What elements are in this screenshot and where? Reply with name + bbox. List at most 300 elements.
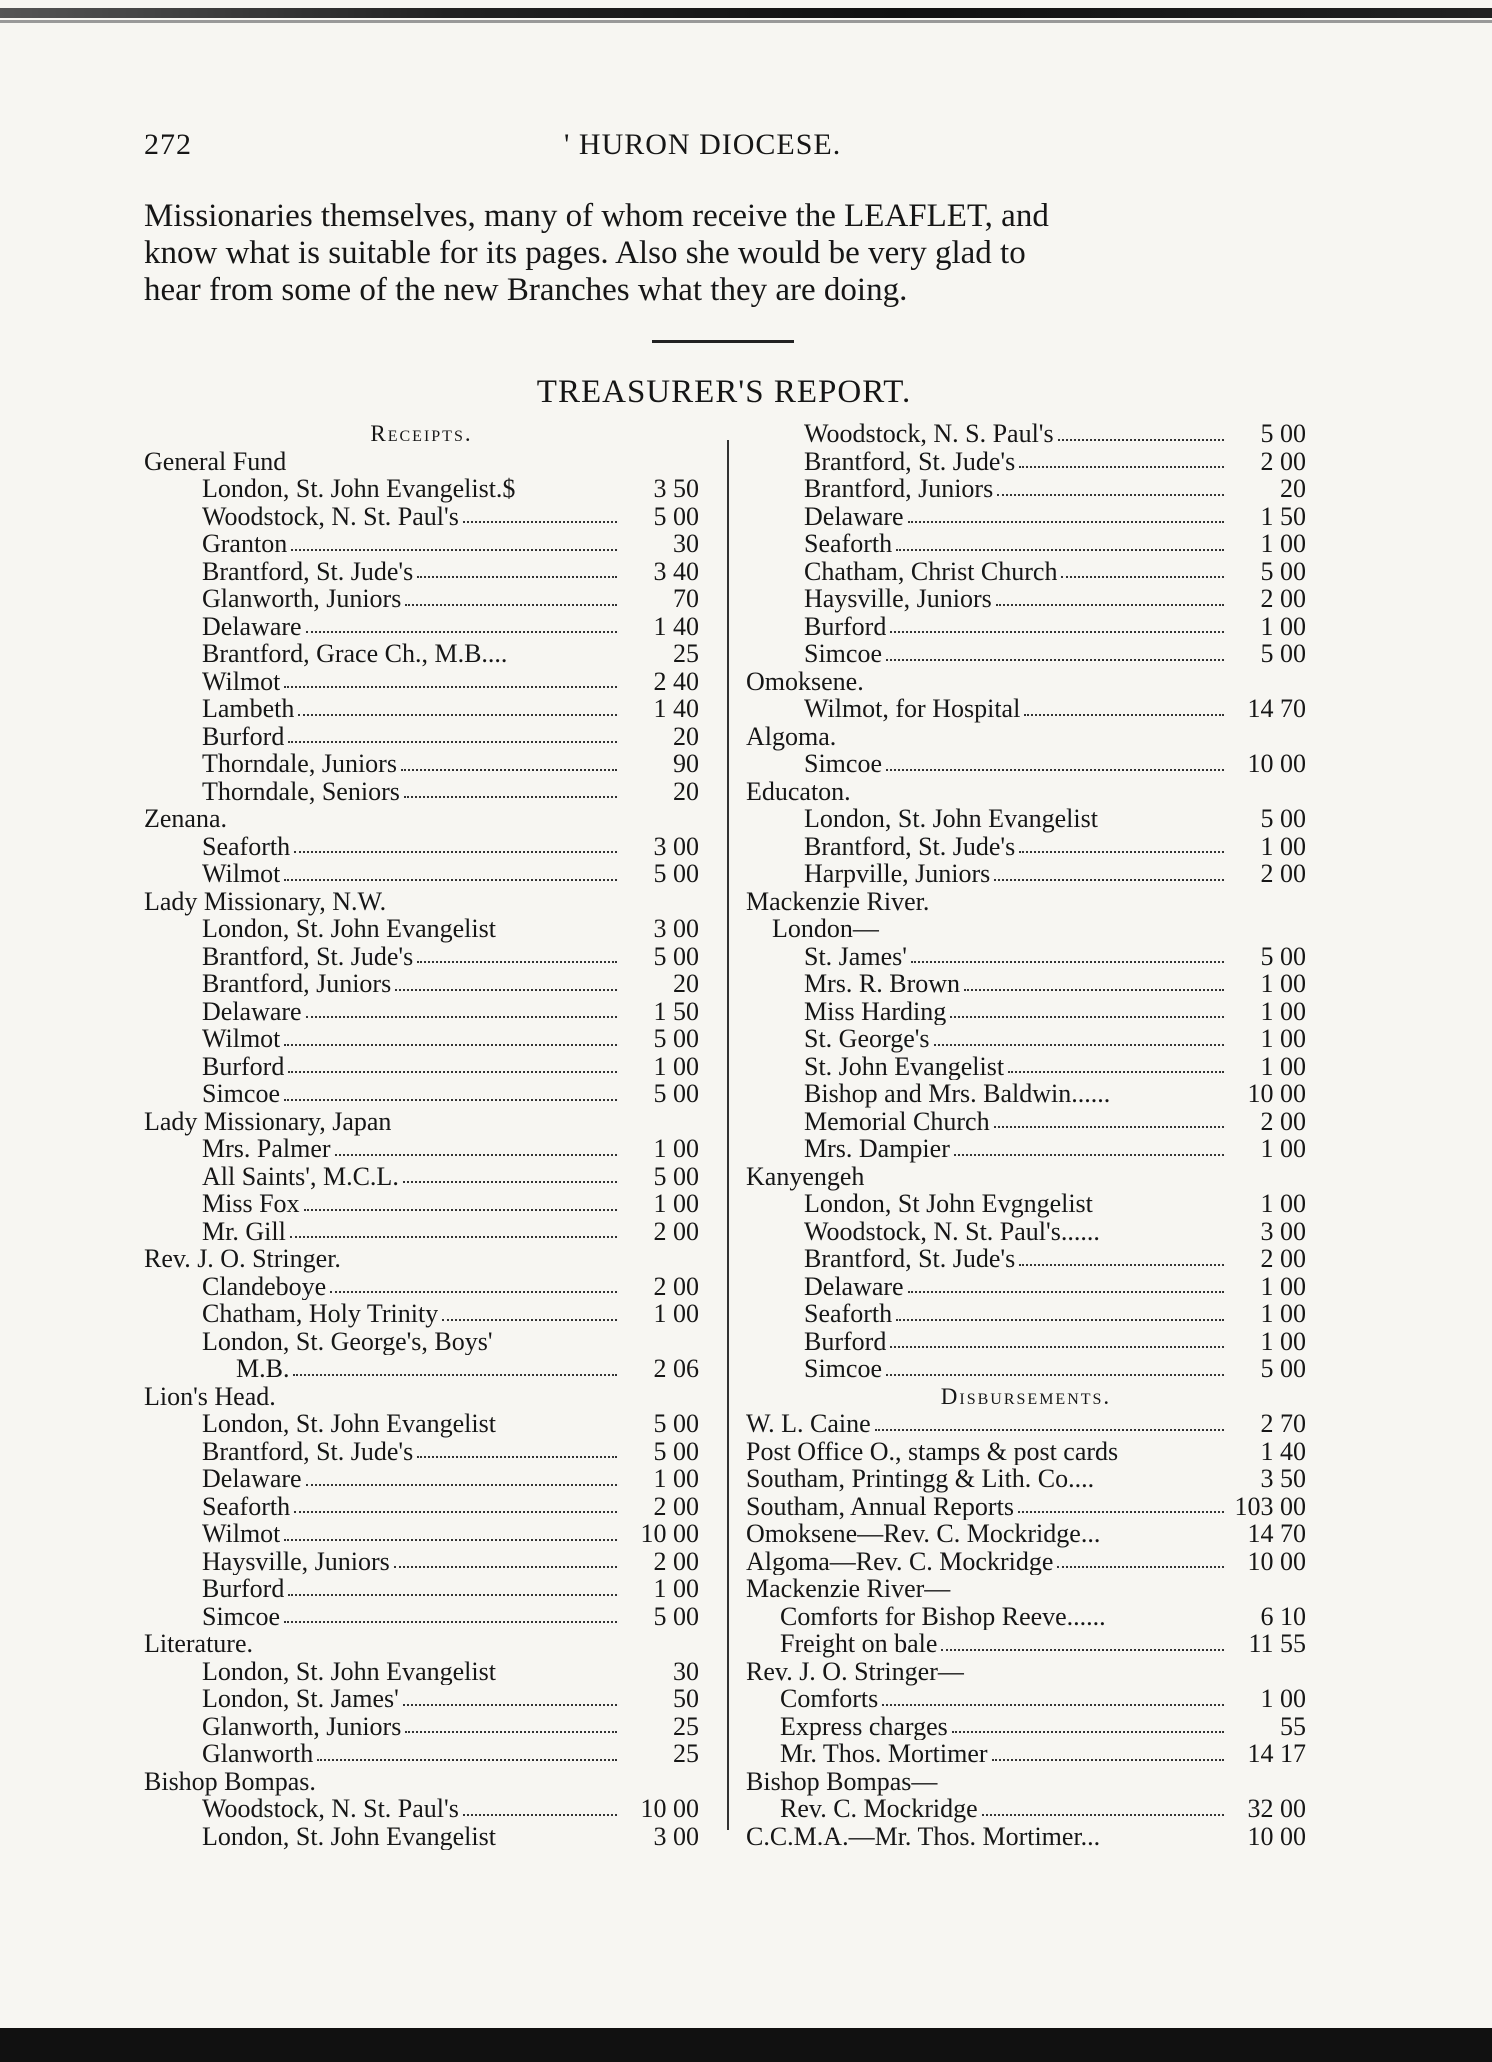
ledger-row (144, 475, 699, 503)
ledger-row (144, 1163, 699, 1191)
ledger-row (746, 1438, 1306, 1466)
ledger-row (144, 1658, 699, 1686)
ledger-label: Brantford, St. Jude's (202, 557, 414, 585)
ledger-amount: 1 40 (1260, 1436, 1306, 1466)
ledger-label: London, St. John Evangelist (804, 805, 1098, 833)
leader-dots (395, 989, 617, 991)
ledger-amount: 10 00 (1247, 1079, 1306, 1108)
ledger-label: Woodstock, N. St. Paul's (202, 1795, 459, 1823)
ledger-amount: 1 00 (1260, 996, 1306, 1026)
ledger-amount: 70 (673, 584, 699, 613)
ledger-label: W. L. Caine (746, 1410, 871, 1438)
ledger-label: St. George's (804, 1025, 930, 1053)
ledger-row (144, 1823, 699, 1851)
ledger-amount: 20 (673, 776, 699, 806)
leader-dots (298, 714, 617, 716)
ledger-label: Harpville, Juniors (804, 860, 991, 888)
ledger-amount: 10 00 (1247, 1821, 1306, 1851)
ledger-amount: 1 00 (1260, 1299, 1306, 1328)
ledger-label: Memorial Church (804, 1107, 990, 1135)
fund-category: General Fund (144, 446, 287, 476)
ledger-label: Post Office O., stamps & post cards (746, 1437, 1119, 1465)
ledger-row (746, 1328, 1306, 1356)
ledger-label: London, St. John Evangelist (202, 1657, 496, 1685)
ledger-amount: 1 40 (653, 694, 699, 723)
ledger-row (144, 1273, 699, 1301)
ledger-row (144, 613, 699, 641)
ledger-amount: 2 06 (653, 1354, 699, 1383)
ledger-row (144, 750, 699, 778)
ledger-amount: 2 00 (1260, 584, 1306, 613)
ledger-row (746, 640, 1306, 668)
ledger-row (746, 695, 1306, 723)
ledger-amount: 1 00 (1260, 1024, 1306, 1053)
ledger-row (144, 1465, 699, 1493)
leader-dots (306, 1016, 617, 1018)
ledger-row (144, 1795, 699, 1823)
ledger-row (746, 1273, 1306, 1301)
report-title: TREASURER'S REPORT. (536, 374, 912, 410)
receipts-column (144, 420, 699, 1850)
ledger-amount: 14 17 (1247, 1739, 1306, 1768)
ledger-label: Simcoe (804, 1355, 882, 1383)
ledger-label: Granton (202, 530, 288, 558)
leader-dots (403, 1181, 617, 1183)
ledger-amount: 10 00 (640, 1794, 699, 1823)
ledger-amount: 20 (1280, 474, 1306, 503)
ledger-row (144, 860, 699, 888)
ledger-label: Seaforth (202, 832, 291, 860)
leader-dots (886, 659, 1224, 661)
leader-dots (293, 1374, 617, 1376)
ledger-amount: 32 00 (1247, 1794, 1306, 1823)
ledger-amount: 1 00 (1260, 1051, 1306, 1081)
fund-category: Lady Missionary, Japan (144, 1106, 392, 1136)
ledger-label: London, St. John Evangelist (202, 1410, 496, 1438)
ledger-amount: 90 (673, 749, 699, 778)
ledger-label: Delaware (804, 1272, 904, 1300)
leader-dots (1057, 1566, 1224, 1568)
ledger-label: All Saints', M.C.L. (202, 1162, 399, 1190)
ledger-label: Woodstock, N. St. Paul's (202, 502, 459, 530)
ledger-label: Chatham, Christ Church (804, 557, 1058, 585)
leader-dots (941, 1649, 1224, 1651)
ledger-label: Mrs. R. Brown (804, 970, 961, 998)
ledger-row (746, 1630, 1306, 1658)
ledger-row (746, 448, 1306, 476)
intro-paragraph (144, 198, 1304, 309)
fund-category: Algoma. (746, 721, 837, 751)
leader-dots (403, 1704, 617, 1706)
ledger-row (144, 585, 699, 613)
ledger-row (746, 1795, 1306, 1823)
ledger-amount: 5 00 (653, 1161, 699, 1191)
ledger-row (144, 1135, 699, 1163)
ledger-amount: 5 00 (653, 941, 699, 971)
ledger-row (746, 1740, 1306, 1768)
fund-category: Kanyengeh (746, 1161, 865, 1191)
ledger-label: Southam, Printingg & Lith. Co.... (746, 1465, 1095, 1493)
ledger-row (144, 723, 699, 751)
ledger-amount: 1 00 (653, 1299, 699, 1328)
ledger-row (144, 998, 699, 1026)
ledger-row (144, 1410, 699, 1438)
ledger-label: St. John Evangelist (804, 1052, 1005, 1080)
ledger-row (746, 1135, 1306, 1163)
ledger-label: Seaforth (202, 1492, 291, 1520)
ledger-label: M.B. (236, 1355, 290, 1383)
fund-category: London— (772, 914, 879, 943)
ledger-label: St. James' (804, 942, 907, 970)
ledger-row (144, 1218, 699, 1246)
ledger-amount: 1 00 (1260, 529, 1306, 558)
ledger-label: Wilmot (202, 1520, 281, 1548)
ledger-row (746, 475, 1306, 503)
intro-line: know what is suitable for its pages. Also she would be very glad to (144, 235, 1026, 271)
leader-dots (288, 1071, 617, 1073)
ledger-row (746, 1218, 1306, 1246)
ledger-row (746, 998, 1306, 1026)
ledger-label: Miss Fox (202, 1190, 300, 1218)
ledger-row (746, 530, 1306, 558)
ledger-row (144, 530, 699, 558)
ledger-amount: 2 00 (653, 1216, 699, 1246)
leader-dots (886, 1374, 1224, 1376)
ledger-amount: 20 (673, 969, 699, 998)
ledger-label: Simcoe (804, 750, 882, 778)
ledger-label: London, St. John Evangelist.$ (202, 475, 516, 503)
ledger-row (746, 420, 1306, 448)
ledger-row (746, 613, 1306, 641)
ledger-amount: 5 00 (1260, 804, 1306, 833)
ledger-row (144, 1685, 699, 1713)
ledger-amount: 2 00 (1260, 859, 1306, 888)
ledger-label: Brantford, St. Jude's (202, 1437, 414, 1465)
ledger-amount: 30 (673, 1656, 699, 1686)
leader-dots (896, 549, 1224, 551)
ledger-amount: 2 00 (1260, 446, 1306, 476)
ledger-row (746, 1355, 1306, 1383)
ledger-amount: 1 50 (1260, 501, 1306, 531)
ledger-amount: 1 00 (1260, 1134, 1306, 1163)
ledger-amount: 3 00 (653, 1821, 699, 1851)
page-header (144, 128, 1304, 168)
ledger-row (144, 558, 699, 586)
ledger-amount: 5 00 (1260, 556, 1306, 586)
ledger-label: Omoksene—Rev. C. Mockridge... (746, 1520, 1101, 1548)
ledger-amount: 1 00 (653, 1574, 699, 1603)
leader-dots (1061, 576, 1224, 578)
ledger-amount: 2 40 (653, 666, 699, 696)
leader-dots (890, 1346, 1224, 1348)
ledger-amount: 5 00 (653, 859, 699, 888)
ledger-row (144, 778, 699, 806)
ledger-row (144, 1300, 699, 1328)
ledger-label: London, St. James' (202, 1685, 399, 1713)
ledger-row (144, 1080, 699, 1108)
leader-dots (996, 604, 1224, 606)
ledger-amount: 103 00 (1234, 1491, 1306, 1521)
leader-dots (890, 631, 1224, 633)
ledger-row (144, 1520, 699, 1548)
ledger-row (144, 695, 699, 723)
ledger-amount: 3 40 (653, 556, 699, 586)
ledger-row (144, 1053, 699, 1081)
ledger-label: Woodstock, N. S. Paul's (804, 420, 1054, 448)
ledger-row (144, 943, 699, 971)
ledger-label: Burford (804, 1327, 887, 1355)
leader-dots (994, 1126, 1224, 1128)
leader-dots (875, 1429, 1224, 1431)
fund-category: Lady Missionary, N.W. (144, 886, 387, 916)
page-number: 272 (144, 128, 192, 161)
ledger-amount: 3 00 (1260, 1216, 1306, 1246)
leader-dots (288, 741, 617, 743)
leader-dots (284, 1044, 617, 1046)
ledger-row (144, 1190, 699, 1218)
ledger-amount: 14 70 (1247, 694, 1306, 723)
ledger-amount: 1 00 (653, 1051, 699, 1081)
ledger-label: Mr. Thos. Mortimer (780, 1740, 988, 1768)
leader-dots (964, 989, 1224, 991)
ledger-amount: 5 00 (653, 1601, 699, 1631)
ledger-label: Clandeboye (202, 1272, 327, 1300)
ledger-row (144, 640, 699, 668)
leader-dots (417, 1456, 617, 1458)
ledger-row (746, 943, 1306, 971)
leader-dots (306, 631, 617, 633)
ledger-row (144, 1575, 699, 1603)
leader-dots (1024, 714, 1224, 716)
ledger-row (746, 1108, 1306, 1136)
ledger-row (746, 1493, 1306, 1521)
fund-category: Literature. (144, 1629, 253, 1658)
ledger-label: Miss Harding (804, 997, 947, 1025)
leader-dots (330, 1291, 617, 1293)
ledger-amount: 1 50 (653, 996, 699, 1026)
fund-category: Mackenzie River. (746, 886, 930, 916)
leader-dots (294, 851, 617, 853)
ledger-row (746, 1025, 1306, 1053)
leader-dots (417, 576, 617, 578)
ledger-amount: 20 (673, 721, 699, 751)
leader-dots (284, 879, 617, 881)
ledger-amount: 1 00 (1260, 1271, 1306, 1301)
leader-dots (886, 769, 1224, 771)
ledger-amount: 2 00 (653, 1546, 699, 1576)
ledger-amount: 5 00 (653, 1024, 699, 1053)
ledger-amount: 5 00 (653, 1079, 699, 1108)
ledger-amount: 3 00 (653, 831, 699, 861)
ledger-label: London, St. George's, Boys' (202, 1327, 493, 1355)
leader-dots (954, 1154, 1224, 1156)
ledger-amount: 2 00 (653, 1271, 699, 1301)
ledger-row (144, 1603, 699, 1631)
ledger-amount: 1 40 (653, 611, 699, 641)
leader-dots (306, 1484, 617, 1486)
ledger-row (746, 1713, 1306, 1741)
ledger-amount: 10 00 (1247, 1546, 1306, 1576)
ledger-amount: 25 (673, 1711, 699, 1741)
ledger-label: Seaforth (804, 530, 893, 558)
ledger-row (144, 915, 699, 943)
ledger-label: Simcoe (202, 1080, 280, 1108)
ledger-label: London, St. John Evangelist (202, 1822, 496, 1850)
ledger-amount: 5 00 (1260, 639, 1306, 668)
ledger-label: Delaware (202, 612, 302, 640)
ledger-label: Simcoe (804, 640, 882, 668)
ledger-amount: 10 00 (640, 1519, 699, 1548)
ledger-amount: 5 00 (653, 1436, 699, 1466)
ledger-row (144, 1328, 699, 1356)
ledger-amount: 1 00 (653, 1464, 699, 1493)
ledger-label: Comforts for Bishop Reeve...... (780, 1602, 1106, 1630)
ledger-label: London, St. John Evangelist (202, 915, 496, 943)
leader-dots (284, 1621, 617, 1623)
ledger-label: Brantford, Grace Ch., M.B.... (202, 640, 508, 668)
leader-dots (952, 1731, 1224, 1733)
ledger-amount: 55 (1280, 1711, 1306, 1741)
ledger-label: Southam, Annual Reports (746, 1492, 1014, 1520)
ledger-row (746, 1245, 1306, 1273)
fund-category: Rev. J. O. Stringer. (144, 1244, 341, 1273)
leader-dots (417, 961, 617, 963)
ledger-label: Algoma—Rev. C. Mockridge (746, 1547, 1054, 1575)
ledger-row (746, 1053, 1306, 1081)
ledger-label: Brantford, St. Jude's (804, 447, 1016, 475)
ledger-label: Seaforth (804, 1300, 893, 1328)
leader-dots (994, 879, 1224, 881)
ledger-row (746, 585, 1306, 613)
leader-dots (982, 1814, 1224, 1816)
ledger-row (746, 1410, 1306, 1438)
ledger-amount: 2 00 (653, 1491, 699, 1521)
ledger-amount: 2 00 (1260, 1106, 1306, 1136)
ledger-amount: 1 00 (653, 1189, 699, 1218)
ledger-amount: 1 00 (1260, 969, 1306, 998)
leader-dots (335, 1154, 617, 1156)
ledger-row (144, 668, 699, 696)
ledger-row (746, 1548, 1306, 1576)
leader-dots (442, 1319, 617, 1321)
section-subheading: Disbursements. (940, 1383, 1112, 1409)
leader-dots (1019, 1264, 1224, 1266)
ledger-label: Bishop and Mrs. Baldwin...... (804, 1080, 1111, 1108)
ledger-row (144, 1438, 699, 1466)
ledger-row (746, 1465, 1306, 1493)
section-rule (652, 340, 794, 343)
ledger-amount: 5 00 (1260, 1354, 1306, 1383)
leader-dots (290, 1236, 617, 1238)
ledger-amount: 5 00 (653, 501, 699, 531)
leader-dots (405, 604, 617, 606)
ledger-label: Brantford, St. Jude's (804, 832, 1016, 860)
ledger-row (144, 833, 699, 861)
leader-dots (291, 549, 617, 551)
ledger-label: Woodstock, N. St. Paul's...... (804, 1217, 1100, 1245)
ledger-label: Wilmot (202, 1025, 281, 1053)
leader-dots (405, 1731, 617, 1733)
ledger-label: Haysville, Juniors (804, 585, 992, 613)
ledger-row (746, 503, 1306, 531)
ledger-label: C.C.M.A.—Mr. Thos. Mortimer... (746, 1822, 1101, 1850)
ledger-label: Simcoe (202, 1602, 280, 1630)
ledger-label: Chatham, Holy Trinity (202, 1300, 439, 1328)
ledger-row (144, 1493, 699, 1521)
leader-dots (317, 1759, 617, 1761)
fund-category: Rev. J. O. Stringer— (746, 1656, 964, 1686)
ledger-row (746, 1300, 1306, 1328)
ledger-amount: 30 (673, 529, 699, 558)
leader-dots (1019, 851, 1224, 853)
leader-dots (992, 1759, 1224, 1761)
ledger-row (144, 1355, 699, 1383)
fund-category: Lion's Head. (144, 1381, 276, 1411)
ledger-amount: 3 50 (653, 474, 699, 503)
ledger-amount: 5 00 (1260, 419, 1306, 448)
ledger-amount: 50 (673, 1684, 699, 1713)
ledger-amount: 25 (673, 639, 699, 668)
ledger-row (746, 860, 1306, 888)
ledger-label: Mrs. Dampier (804, 1135, 950, 1163)
fund-category: Mackenzie River— (746, 1574, 951, 1603)
leader-dots (950, 1016, 1224, 1018)
ledger-label: Delaware (202, 997, 302, 1025)
ledger-row (746, 1603, 1306, 1631)
leader-dots (284, 1539, 617, 1541)
ledger-row (746, 1823, 1306, 1851)
fund-category: Bishop Bompas. (144, 1766, 316, 1796)
ledger-label: Thorndale, Juniors (202, 750, 397, 778)
column-divider (727, 440, 729, 1830)
ledger-label: Comforts (780, 1685, 879, 1713)
continued-column (746, 420, 1306, 1850)
ledger-row (144, 1025, 699, 1053)
ledger-label: Mr. Gill (202, 1217, 286, 1245)
ledger-label: Brantford, Juniors (804, 475, 994, 503)
ledger-row (746, 1190, 1306, 1218)
ledger-row (746, 833, 1306, 861)
leader-dots (896, 1319, 1224, 1321)
ledger-label: Delaware (202, 1465, 302, 1493)
ledger-row (746, 558, 1306, 586)
leader-dots (1018, 1511, 1224, 1513)
ledger-label: Express charges (780, 1712, 948, 1740)
scan-bottom-edge (0, 2028, 1492, 2062)
ledger-amount: 5 00 (1260, 941, 1306, 971)
leader-dots (1019, 466, 1224, 468)
ledger-label: Glanworth (202, 1740, 314, 1768)
leader-dots (304, 1209, 617, 1211)
ledger-label: Brantford, St. Jude's (804, 1245, 1016, 1273)
ledger-amount: 1 00 (1260, 1189, 1306, 1218)
leader-dots (404, 796, 617, 798)
leader-dots (911, 961, 1224, 963)
ledger-row (746, 750, 1306, 778)
leader-dots (882, 1704, 1224, 1706)
intro-line: Missionaries themselves, many of whom receive the LEAFLET, and (144, 198, 1049, 234)
ledger-amount: 1 00 (653, 1134, 699, 1163)
ledger-row (144, 1740, 699, 1768)
ledger-row (144, 1548, 699, 1576)
ledger-label: Wilmot (202, 667, 281, 695)
leader-dots (934, 1044, 1224, 1046)
scan-top-edge-line (0, 20, 1492, 23)
ledger-label: Freight on bale (780, 1630, 938, 1658)
intro-line: hear from some of the new Branches what they are doing. (144, 272, 908, 308)
ledger-label: Mrs. Palmer (202, 1135, 331, 1163)
scan-top-edge (0, 8, 1492, 18)
